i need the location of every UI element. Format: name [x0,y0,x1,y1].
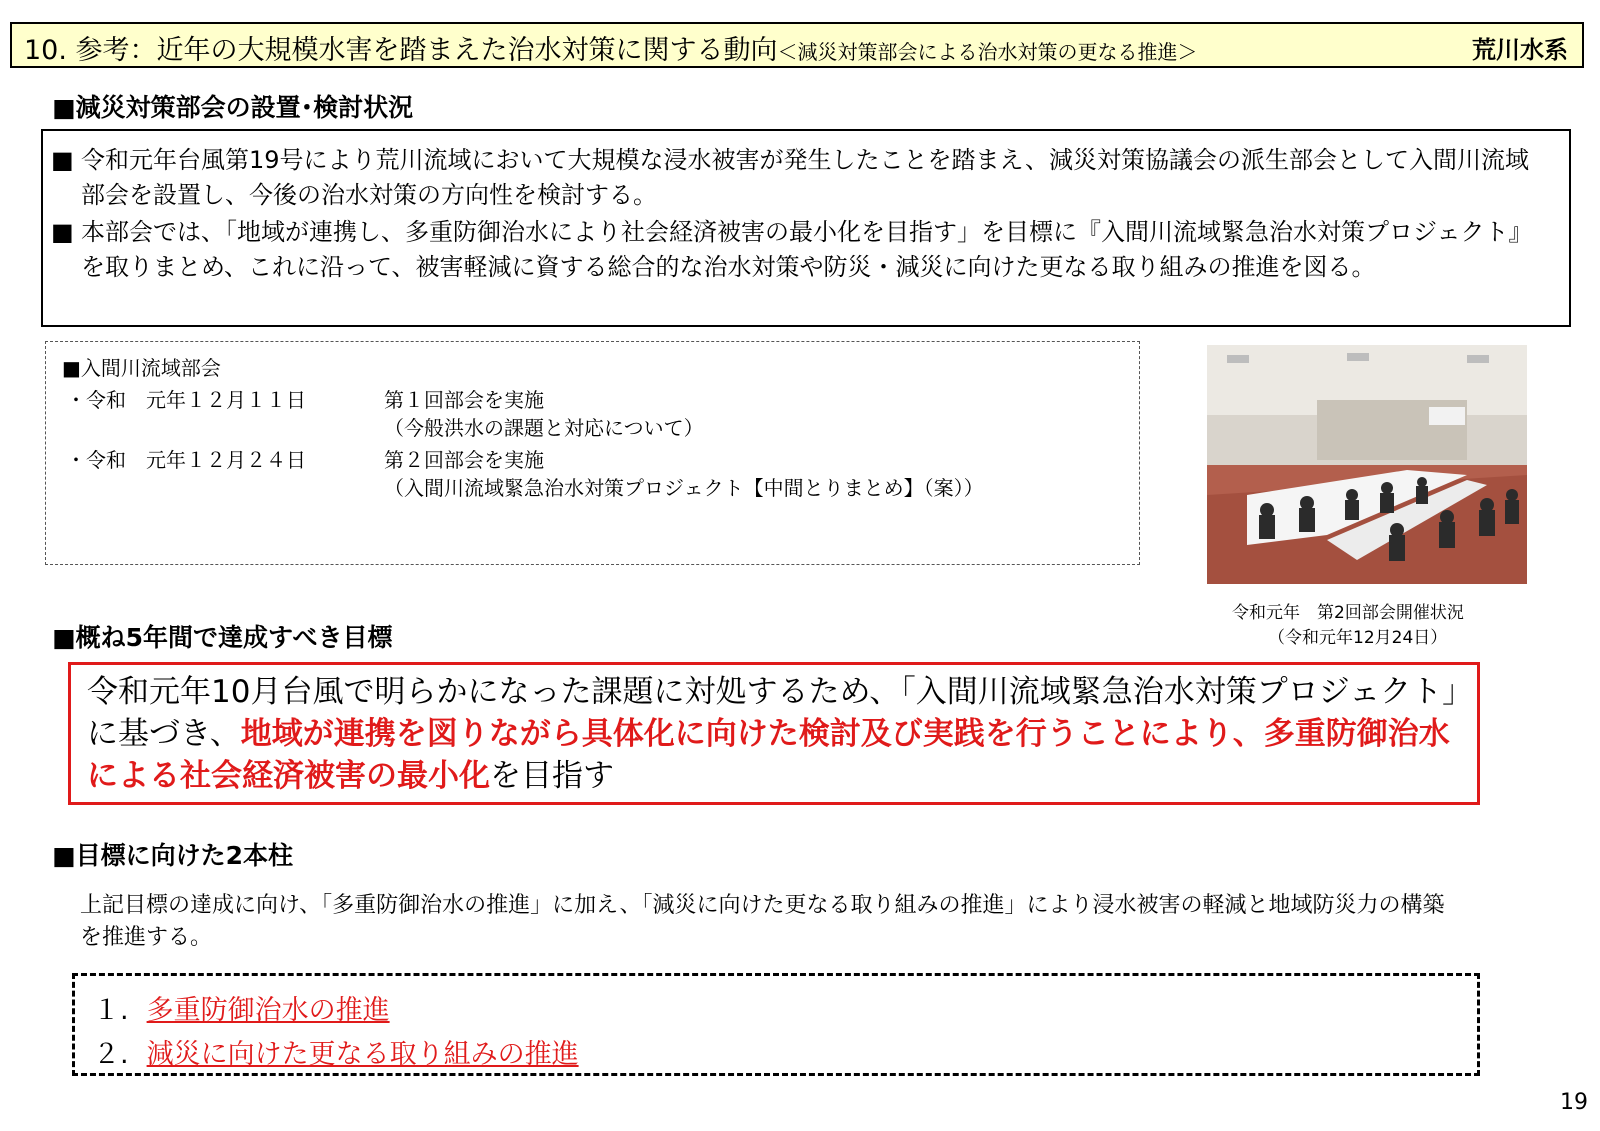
title-text: 10. 参考：近年の大規模水害を踏まえた治水対策に関する動向 [24,35,778,66]
meeting-2-detail: （入間川流域緊急治水対策プロジェクト【中間とりまとめ】（案）） [384,476,984,500]
bullet-square: ■ [51,218,74,246]
photo-caption-2: （令和元年12月24日） [1268,628,1448,648]
meeting-box-title: ■入間川流域部会 [62,356,221,380]
meeting-photo [1207,345,1527,584]
title-bar [10,22,1584,68]
meeting-box [45,341,1140,565]
page-title [24,28,1198,67]
overview-bullet-1 [51,143,1551,213]
goal-text [87,671,1467,797]
page-number: 19 [1560,1090,1588,1115]
photo-caption-1: 令和元年 第2回部会開催状況 [1232,603,1464,623]
river-system-label: 荒川水系 [1472,36,1568,64]
bullet-text: 本部会では、「地域が連携し、多重防御治水により社会経済被害の最小化を目指す」を目標に『入間川流域緊急治水対策プロジェクト』を取りまとめ、これに沿って、被害軽減に資する総合的な治水対策や防災・減災に向けた更なる取り組みの推進を図る。 [81,218,1533,281]
pillar-2 [93,1032,579,1071]
section3-heading: ■目標に向けた2本柱 [52,841,294,870]
pillar-label: 多重防御治水の推進 [146,995,390,1026]
pillar-1 [93,988,390,1027]
meeting-1-date: ・令和 元年１２月１１日 [66,388,306,412]
pillar-label: 減災に向けた更なる取り組みの推進 [146,1039,579,1070]
goal-text-pre: 令和元年10月台風で明らかになった課題に対処するため、「入間川流域緊急治水対策プロジェクト」に基づき、 [87,674,1458,752]
pillars-description: 上記目標の達成に向け、「多重防御治水の推進」に加え、「減災に向けた更なる取り組みの推進」により浸水被害の軽減と地域防災力の構築を推進する。 [80,893,1445,950]
meeting-1-event: 第１回部会を実施 [384,388,544,412]
overview-box [41,129,1571,327]
meeting-1-detail: （今般洪水の課題と対応について） [384,416,704,440]
bullet-text: 令和元年台風第19号により荒川流域において大規模な浸水被害が発生したことを踏まえ、減災対策協議会の派生部会として入間川流域部会を設置し、今後の治水対策の方向性を検討する。 [81,146,1529,209]
section1-heading: ■減災対策部会の設置･検討状況 [52,93,414,122]
overview-bullet-2 [51,215,1551,285]
meeting-2-date: ・令和 元年１２月２４日 [66,448,306,472]
section2-heading: ■概ね5年間で達成すべき目標 [52,623,393,652]
goal-box [68,662,1480,805]
bullet-square: ■ [51,146,74,174]
pillars-box [72,973,1480,1076]
meeting-2-event: 第２回部会を実施 [384,448,544,472]
pillar-number: ２. [93,1039,129,1070]
goal-text-highlight: 地域が連携を図りながら具体化に向けた検討及び実践を行うことにより、多重防御治水による社会経済被害の最小化 [87,716,1450,794]
title-subtitle: ＜減災対策部会による治水対策の更なる推進＞ [777,40,1198,64]
pillar-number: １. [93,995,129,1026]
goal-text-post: を目指す [490,758,614,794]
